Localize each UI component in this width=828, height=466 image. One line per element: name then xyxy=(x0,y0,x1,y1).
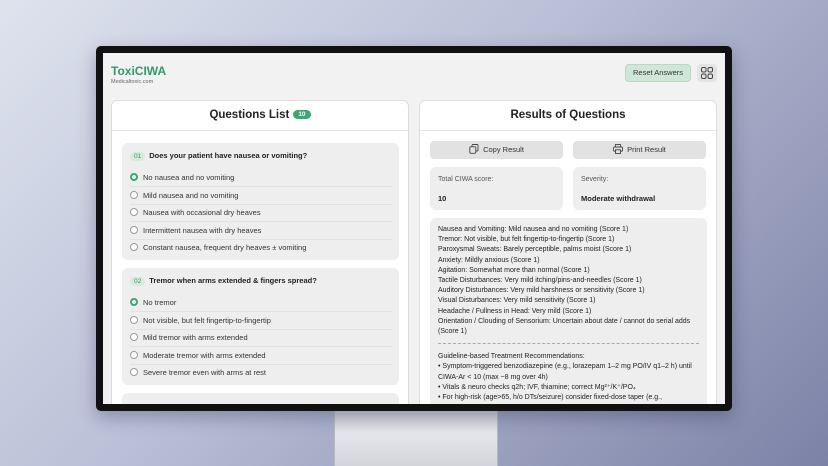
guideline-title: Guideline-based Treatment Recommendations: xyxy=(438,353,585,361)
menu-button[interactable] xyxy=(697,64,717,82)
question-text: Does your patient have nausea or vomiting? xyxy=(149,151,308,160)
divider xyxy=(130,329,392,330)
divider xyxy=(130,311,392,312)
monitor-frame xyxy=(96,46,732,411)
score-value: 10 xyxy=(438,194,447,203)
divider xyxy=(420,130,716,131)
radio-icon[interactable] xyxy=(130,333,138,341)
print-result-button[interactable] xyxy=(573,141,706,159)
answer-option[interactable] xyxy=(130,173,234,182)
results-panel xyxy=(419,100,717,404)
question-card xyxy=(122,143,399,260)
score-label: Total CIWA score: xyxy=(438,176,494,183)
reset-answers-button[interactable]: Reset Answers xyxy=(625,64,691,82)
radio-icon[interactable] xyxy=(130,243,138,251)
radio-icon[interactable] xyxy=(130,208,138,216)
option-label: No nausea and no vomiting xyxy=(143,173,235,182)
printer-icon xyxy=(613,144,623,154)
option-label: Severe tremor even with arms at rest xyxy=(143,368,266,377)
grid-icon xyxy=(701,67,713,79)
option-label: No tremor xyxy=(143,298,177,307)
copy-result-button[interactable] xyxy=(430,141,563,159)
questions-panel xyxy=(111,100,409,404)
option-label: Mild nausea and no vomiting xyxy=(143,191,239,200)
answer-option[interactable] xyxy=(130,333,248,342)
option-label: Intermittent nausea with dry heaves xyxy=(143,226,262,235)
guideline-line: • For high-risk (age>65, h/o DTs/seizure) consider fixed-dose taper (e.g., xyxy=(438,394,663,402)
divider xyxy=(130,239,392,240)
result-line: Paroxysmal Sweats: Barely perceptible, palms moist (Score 1) xyxy=(438,246,632,254)
result-line: Anxiety: Mildly anxious (Score 1) xyxy=(438,256,540,264)
divider xyxy=(112,130,408,131)
question-text: Tremor when arms extended & fingers spread? xyxy=(149,276,317,285)
divider xyxy=(130,204,392,205)
result-line: Orientation / Clouding of Sensorium: Uncertain about date / cannot do serial adds (Score 1) xyxy=(438,317,691,336)
radio-icon[interactable] xyxy=(130,191,138,199)
divider xyxy=(130,346,392,347)
question-card xyxy=(122,268,399,385)
question-card xyxy=(122,393,399,404)
answer-option[interactable] xyxy=(130,368,266,377)
answer-option[interactable] xyxy=(130,191,238,200)
guideline-line: • Vitals & neuro checks q2h; IVF, thiamine; correct Mg²⁺/K⁺/PO₄ xyxy=(438,383,636,391)
result-line: Visual Disturbances: Very mild sensitivity (Score 1) xyxy=(438,297,596,305)
question-number: 02 xyxy=(130,277,145,286)
severity-label: Severity: xyxy=(581,176,609,183)
divider xyxy=(130,186,392,187)
print-result-label: Print Result xyxy=(627,145,666,154)
answer-option[interactable] xyxy=(130,243,306,252)
result-line: Auditory Disturbances: Very mild harshness or sensitivity (Score 1) xyxy=(438,287,645,295)
radio-selected-icon[interactable] xyxy=(130,173,138,181)
questions-title-text: Questions List xyxy=(209,109,290,121)
copy-icon xyxy=(469,144,479,154)
result-line: Agitation: Somewhat more than normal (Score 1) xyxy=(438,266,590,274)
option-label: Mild tremor with arms extended xyxy=(143,333,248,342)
answer-option[interactable] xyxy=(130,298,176,307)
divider xyxy=(130,364,392,365)
answer-option[interactable] xyxy=(130,226,261,235)
result-line: Headache / Fullness in Head: Very mild (Score 1) xyxy=(438,307,592,315)
answer-option[interactable] xyxy=(130,351,266,360)
question-number: 01 xyxy=(130,152,145,161)
radio-selected-icon[interactable] xyxy=(130,298,138,306)
option-label: Moderate tremor with arms extended xyxy=(143,351,266,360)
severity-value: Moderate withdrawal xyxy=(581,194,656,203)
option-label: Constant nausea, frequent dry heaves ± vomiting xyxy=(143,243,307,252)
app-site: Medicaltoxic.com xyxy=(111,79,154,85)
question-heading xyxy=(130,151,307,161)
result-line: Tactile Disturbances: Very mild itching/pins-and-needles (Score 1) xyxy=(438,277,642,285)
results-text xyxy=(430,218,707,404)
app-header xyxy=(103,53,725,107)
monitor-stand xyxy=(334,410,498,466)
divider xyxy=(130,221,392,222)
radio-icon[interactable] xyxy=(130,226,138,234)
result-line: Tremor: Not visible, but felt fingertip-to-fingertip (Score 1) xyxy=(438,236,615,244)
radio-icon[interactable] xyxy=(130,316,138,324)
app-screen xyxy=(103,53,725,404)
option-label: Nausea with occasional dry heaves xyxy=(143,208,261,217)
copy-result-label: Copy Result xyxy=(483,145,524,154)
app-logo[interactable]: ToxiCIWA xyxy=(111,64,167,78)
dashed-divider xyxy=(438,343,699,344)
answer-option[interactable] xyxy=(130,208,261,217)
score-box xyxy=(430,167,563,210)
severity-box xyxy=(573,167,706,210)
radio-icon[interactable] xyxy=(130,351,138,359)
radio-icon[interactable] xyxy=(130,368,138,376)
result-line: Nausea and Vomiting: Mild nausea and no vomiting (Score 1) xyxy=(438,226,629,233)
guideline-line: • Symptom-triggered benzodiazepine (e.g., lorazepam 1–2 mg PO/IV q1–2 h) until CIWA-Ar < 10 (max ~8 mg over 4h) xyxy=(438,363,692,381)
answer-option[interactable] xyxy=(130,316,271,325)
questions-title xyxy=(112,109,408,121)
questions-count-badge: 10 xyxy=(293,110,310,119)
option-label: Not visible, but felt fingertip-to-fingertip xyxy=(143,316,271,325)
results-title: Results of Questions xyxy=(510,109,626,121)
question-heading xyxy=(130,276,317,286)
